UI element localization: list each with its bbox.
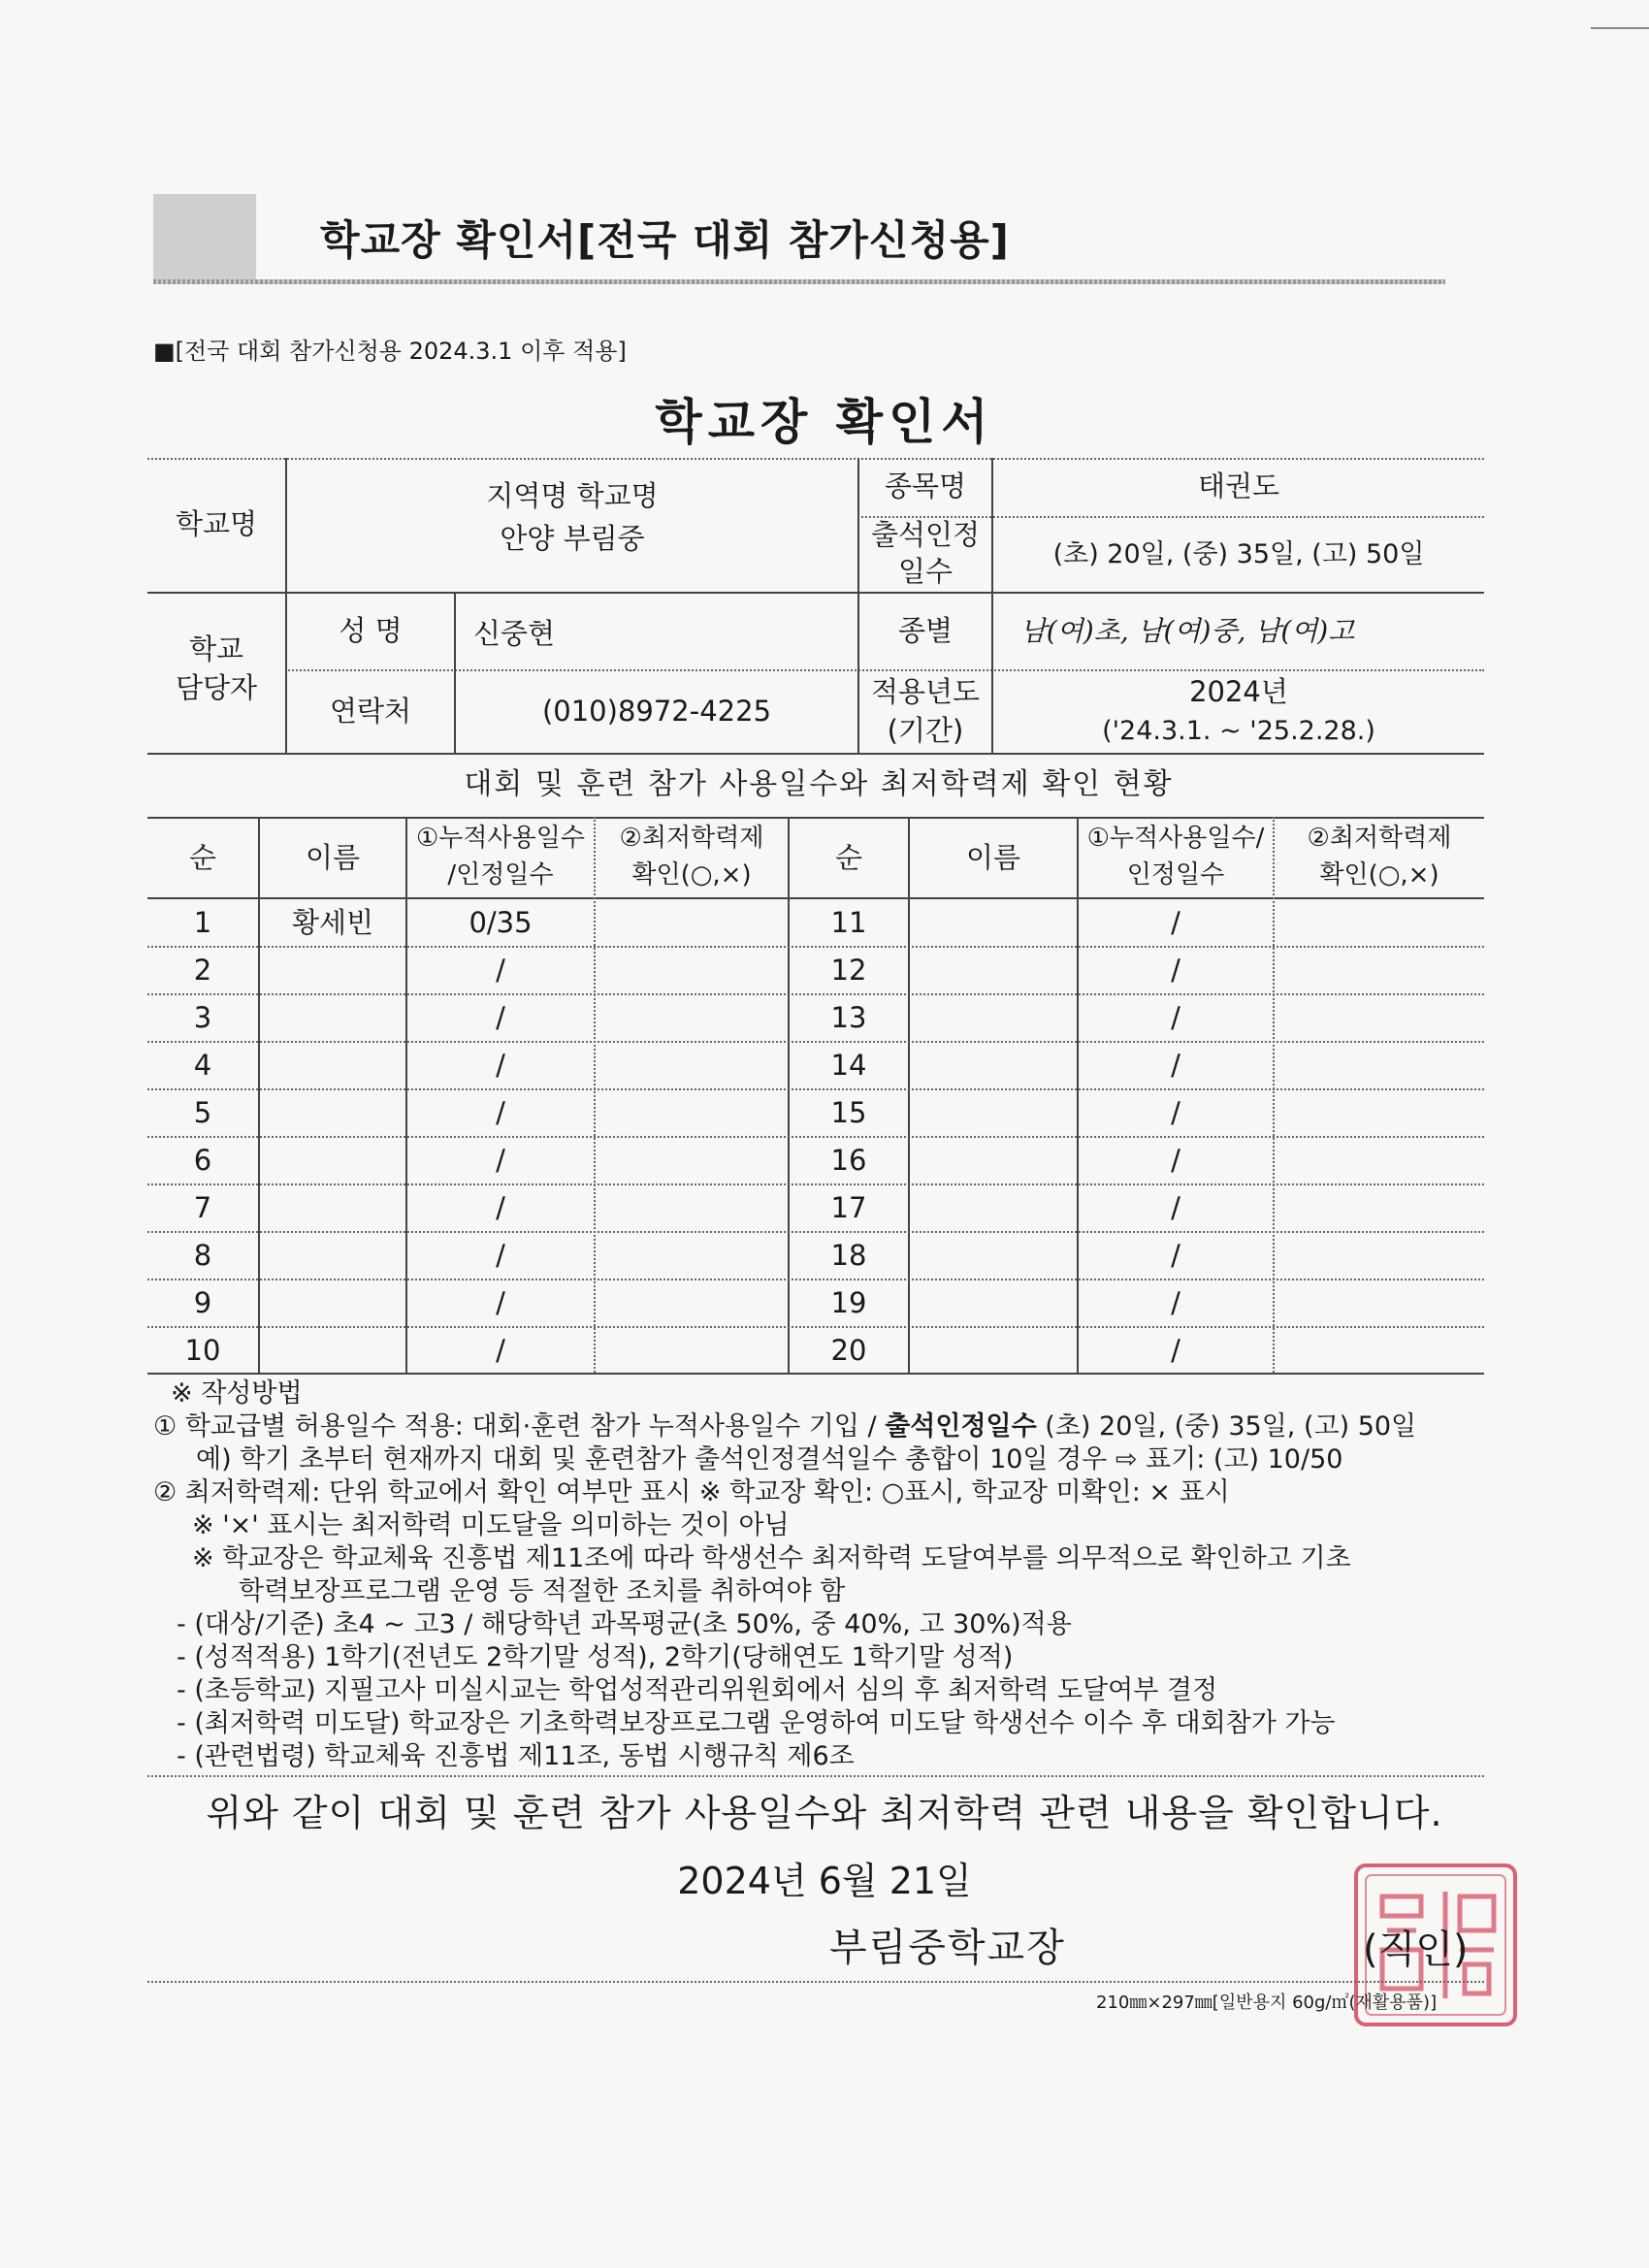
- table-cell-check: [1275, 1232, 1484, 1280]
- header-underline: [153, 279, 1445, 284]
- seal-label: (직인): [1363, 1928, 1469, 1972]
- table-cell-name: [910, 899, 1077, 947]
- year-label-2: (기간): [887, 714, 964, 748]
- table-cell-days: /: [1171, 1000, 1180, 1034]
- instructions: [153, 1377, 1492, 1773]
- table-cell-name: [260, 1137, 405, 1184]
- table-cell-days: /: [496, 953, 505, 987]
- table-cell-check: [1275, 1089, 1484, 1137]
- contact-value: (010)8972-4225: [541, 695, 772, 729]
- detail-law: - (관련법령) 학교체육 진흥법 제11조, 동법 시행규칙 제6조: [177, 1741, 855, 1771]
- table-cell-no: 4: [193, 1048, 212, 1082]
- attendance-label-2: 일수: [897, 555, 954, 589]
- paper-spec: 210㎜×297㎜[일반용지 60g/㎡(재활용품)]: [1096, 1993, 1438, 2013]
- table-cell-name: [260, 947, 405, 994]
- table-cell-no: 7: [193, 1190, 212, 1224]
- issue-date: 2024년 6월 21일: [677, 1860, 972, 1902]
- table-cell-no: 19: [830, 1285, 867, 1319]
- header-title: 학교장 확인서[전국 대회 참가신청용]: [320, 216, 1010, 264]
- table-cell-no: 10: [184, 1333, 221, 1367]
- col-header-minimum-right-2: 확인(○,×): [1319, 860, 1439, 891]
- table-cell-name: [260, 1280, 405, 1327]
- table-cell-check: [596, 1089, 788, 1137]
- col-header-minimum-2: 확인(○,×): [631, 860, 752, 891]
- gender-value: 남(여)초, 남(여)중, 남(여)고: [1019, 614, 1355, 647]
- principal-title: 부림중학교장: [829, 1926, 1066, 1970]
- table-cell-check: [596, 1232, 788, 1280]
- applicability-tag: ■[전국 대회 참가신청용 2024.3.1 이후 적용]: [153, 338, 627, 365]
- col-header-no-right: 순: [834, 840, 862, 874]
- notes-divider: [147, 1775, 1484, 1777]
- staff-name-label: 성 명: [339, 614, 403, 648]
- year-value: 2024년: [1189, 675, 1288, 709]
- table-cell-no: 13: [830, 1000, 867, 1034]
- table-cell-name: [910, 1042, 1077, 1089]
- instruction-1: [153, 1410, 1492, 1443]
- table-cell-days: /: [496, 1190, 505, 1224]
- page-title: 학교장 확인서: [655, 394, 994, 450]
- table-cell-no: 8: [193, 1238, 212, 1272]
- table-cell-days: 0/35: [469, 905, 533, 939]
- footer-divider: [147, 1981, 1484, 1983]
- staff-label: 학교: [188, 632, 244, 666]
- col-header-days: ①누적사용일수: [415, 824, 585, 854]
- table-cell-days: /: [1171, 1238, 1180, 1272]
- table-cell-check: [596, 1184, 788, 1232]
- table-cell-check: [1275, 1327, 1484, 1375]
- school-name-value: 안양 부림중: [500, 522, 645, 556]
- table-cell-days: /: [1171, 1048, 1180, 1082]
- detail-elementary: - (초등학교) 지필고사 미실시교는 학업성적관리위원회에서 심의 후 최저학력 도달여부 결정: [177, 1675, 1218, 1705]
- table-cell-no: 20: [830, 1333, 867, 1367]
- table-cell-name: [260, 1232, 405, 1280]
- table-cell-check: [1275, 1184, 1484, 1232]
- col-header-no: 순: [188, 840, 216, 874]
- table-cell-check: [1275, 994, 1484, 1042]
- table-cell-days: /: [1171, 905, 1180, 939]
- header-gray-box: [153, 194, 256, 279]
- table-cell-name: [910, 1327, 1077, 1375]
- col-header-minimum-right: ②최저학력제: [1307, 824, 1452, 854]
- table-cell-days: /: [1171, 953, 1180, 987]
- table-cell-no: 6: [193, 1143, 212, 1177]
- table-cell-no: 11: [830, 905, 867, 939]
- gender-label: 종별: [897, 614, 954, 648]
- staff-label-2: 담당자: [175, 671, 258, 705]
- table-cell-days: /: [1171, 1285, 1180, 1319]
- instruction-1-values: (초) 20일, (중) 35일, (고) 50일: [1036, 1411, 1417, 1442]
- table-cell-check: [596, 994, 788, 1042]
- table-cell-check: [1275, 1042, 1484, 1089]
- table-cell-check: [596, 1137, 788, 1184]
- table-cell-name: [910, 1184, 1077, 1232]
- instruction-1-text: ① 학교급별 허용일수 적용: 대회·훈련 참가 누적사용일수 기입 /: [153, 1411, 886, 1442]
- table-cell-no: 16: [830, 1143, 867, 1177]
- table-cell-name: [260, 1042, 405, 1089]
- sport-value: 태권도: [1197, 470, 1280, 503]
- contact-label: 연락처: [329, 695, 412, 729]
- page-edge-mark: [1591, 0, 1649, 29]
- table-cell-days: /: [496, 1238, 505, 1272]
- table-cell-name: [260, 1184, 405, 1232]
- table-cell-days: /: [1171, 1190, 1180, 1224]
- school-name-label: 학교명: [175, 507, 258, 541]
- instruction-2: ② 최저학력제: 단위 학교에서 확인 여부만 표시 ※ 학교장 확인: ○표시, 학교장 미확인: × 표시: [153, 1477, 1230, 1507]
- table-cell-check: [1275, 1280, 1484, 1327]
- year-label: 적용년도: [870, 675, 981, 709]
- table-cell-days: /: [496, 1143, 505, 1177]
- table-cell-check: [1275, 899, 1484, 947]
- instruction-3: ※ 학교장은 학교체육 진흥법 제11조에 따라 학생선수 최저학력 도달여부를 의무적으로 확인하고 기초: [192, 1543, 1351, 1573]
- table-cell-days: /: [1171, 1095, 1180, 1129]
- table-cell-no: 3: [193, 1000, 212, 1034]
- table-cell-no: 9: [193, 1285, 212, 1319]
- table-cell-days: /: [496, 1285, 505, 1319]
- table-cell-no: 12: [830, 953, 867, 987]
- table-cell-days: /: [496, 1048, 505, 1082]
- instruction-2-note: ※ '×' 표시는 최저학력 미도달을 의미하는 것이 아님: [192, 1510, 790, 1540]
- table-cell-check: [596, 1280, 788, 1327]
- section-title: 대회 및 훈련 참가 사용일수와 최저학력제 확인 현황: [464, 766, 1174, 801]
- table-cell-no: 18: [830, 1238, 867, 1272]
- table-cell-name: [910, 1137, 1077, 1184]
- col-header-minimum: ②최저학력제: [619, 824, 764, 854]
- detail-target: - (대상/기준) 초4 ~ 고3 / 해당학년 과목평균(초 50%, 중 40%, 고 30%)적용: [177, 1609, 1072, 1639]
- table-cell-days: /: [496, 1000, 505, 1034]
- table-cell-days: /: [1171, 1333, 1180, 1367]
- attendance-label: 출석인정: [870, 518, 981, 552]
- table-cell-name: 황세빈: [291, 905, 374, 939]
- attendance-value: (초) 20일, (중) 35일, (고) 50일: [1052, 539, 1425, 570]
- table-cell-days: /: [496, 1333, 505, 1367]
- table-cell-check: [596, 1327, 788, 1375]
- instructions-title: ※ 작성방법: [171, 1378, 303, 1409]
- table-cell-check: [1275, 1137, 1484, 1184]
- table-cell-no: 14: [830, 1048, 867, 1082]
- table-cell-no: 17: [830, 1190, 867, 1224]
- school-name-caption: 지역명 학교명: [486, 479, 659, 513]
- table-cell-check: [596, 899, 788, 947]
- instruction-1-example: 예) 학기 초부터 현재까지 대회 및 훈련참가 출석인정결석일수 총합이 10일 경우 ⇨ 표기: (고) 10/50: [196, 1444, 1343, 1474]
- info-bottom-border: [147, 753, 1484, 755]
- detail-shortfall: - (최저학력 미도달) 학교장은 기초학력보장프로그램 운영하여 미도달 학생선수 이수 후 대회참가 가능: [177, 1708, 1336, 1738]
- confirmation-statement: 위와 같이 대회 및 훈련 참가 사용일수와 최저학력 관련 내용을 확인합니다.: [206, 1792, 1443, 1834]
- period-value: ('24.3.1. ~ '25.2.28.): [1102, 716, 1375, 747]
- col-header-days-right: ①누적사용일수/: [1086, 824, 1265, 854]
- table-cell-no: 2: [193, 953, 212, 987]
- table-cell-check: [596, 947, 788, 994]
- table-cell-no: 1: [193, 905, 212, 939]
- col-header-name: 이름: [305, 840, 361, 874]
- table-cell-check: [596, 1042, 788, 1089]
- instruction-1-bold: 출석인정일수: [885, 1411, 1037, 1442]
- table-cell-name: [260, 1327, 405, 1375]
- instruction-3-cont: 학력보장프로그램 운영 등 적절한 조치를 취하여야 함: [239, 1576, 846, 1606]
- table-cell-name: [910, 947, 1077, 994]
- col-header-days-2: /인정일수: [447, 860, 554, 891]
- staff-name-value: 신중현: [473, 616, 556, 650]
- table-cell-days: /: [1171, 1143, 1180, 1177]
- table-cell-name: [910, 1089, 1077, 1137]
- table-cell-name: [910, 994, 1077, 1042]
- col-header-name-right: 이름: [965, 840, 1021, 874]
- detail-grades: - (성적적용) 1학기(전년도 2학기말 성적), 2학기(당해연도 1학기말 성적): [177, 1642, 1014, 1672]
- table-cell-name: [910, 1280, 1077, 1327]
- col-header-days-right-2: 인정일수: [1126, 860, 1225, 891]
- table-cell-no: 15: [830, 1095, 867, 1129]
- table-cell-name: [260, 994, 405, 1042]
- table-cell-no: 5: [193, 1095, 212, 1129]
- table-cell-name: [260, 1089, 405, 1137]
- table-cell-name: [910, 1232, 1077, 1280]
- table-cell-days: /: [496, 1095, 505, 1129]
- sport-label: 종목명: [884, 470, 967, 503]
- table-cell-check: [1275, 947, 1484, 994]
